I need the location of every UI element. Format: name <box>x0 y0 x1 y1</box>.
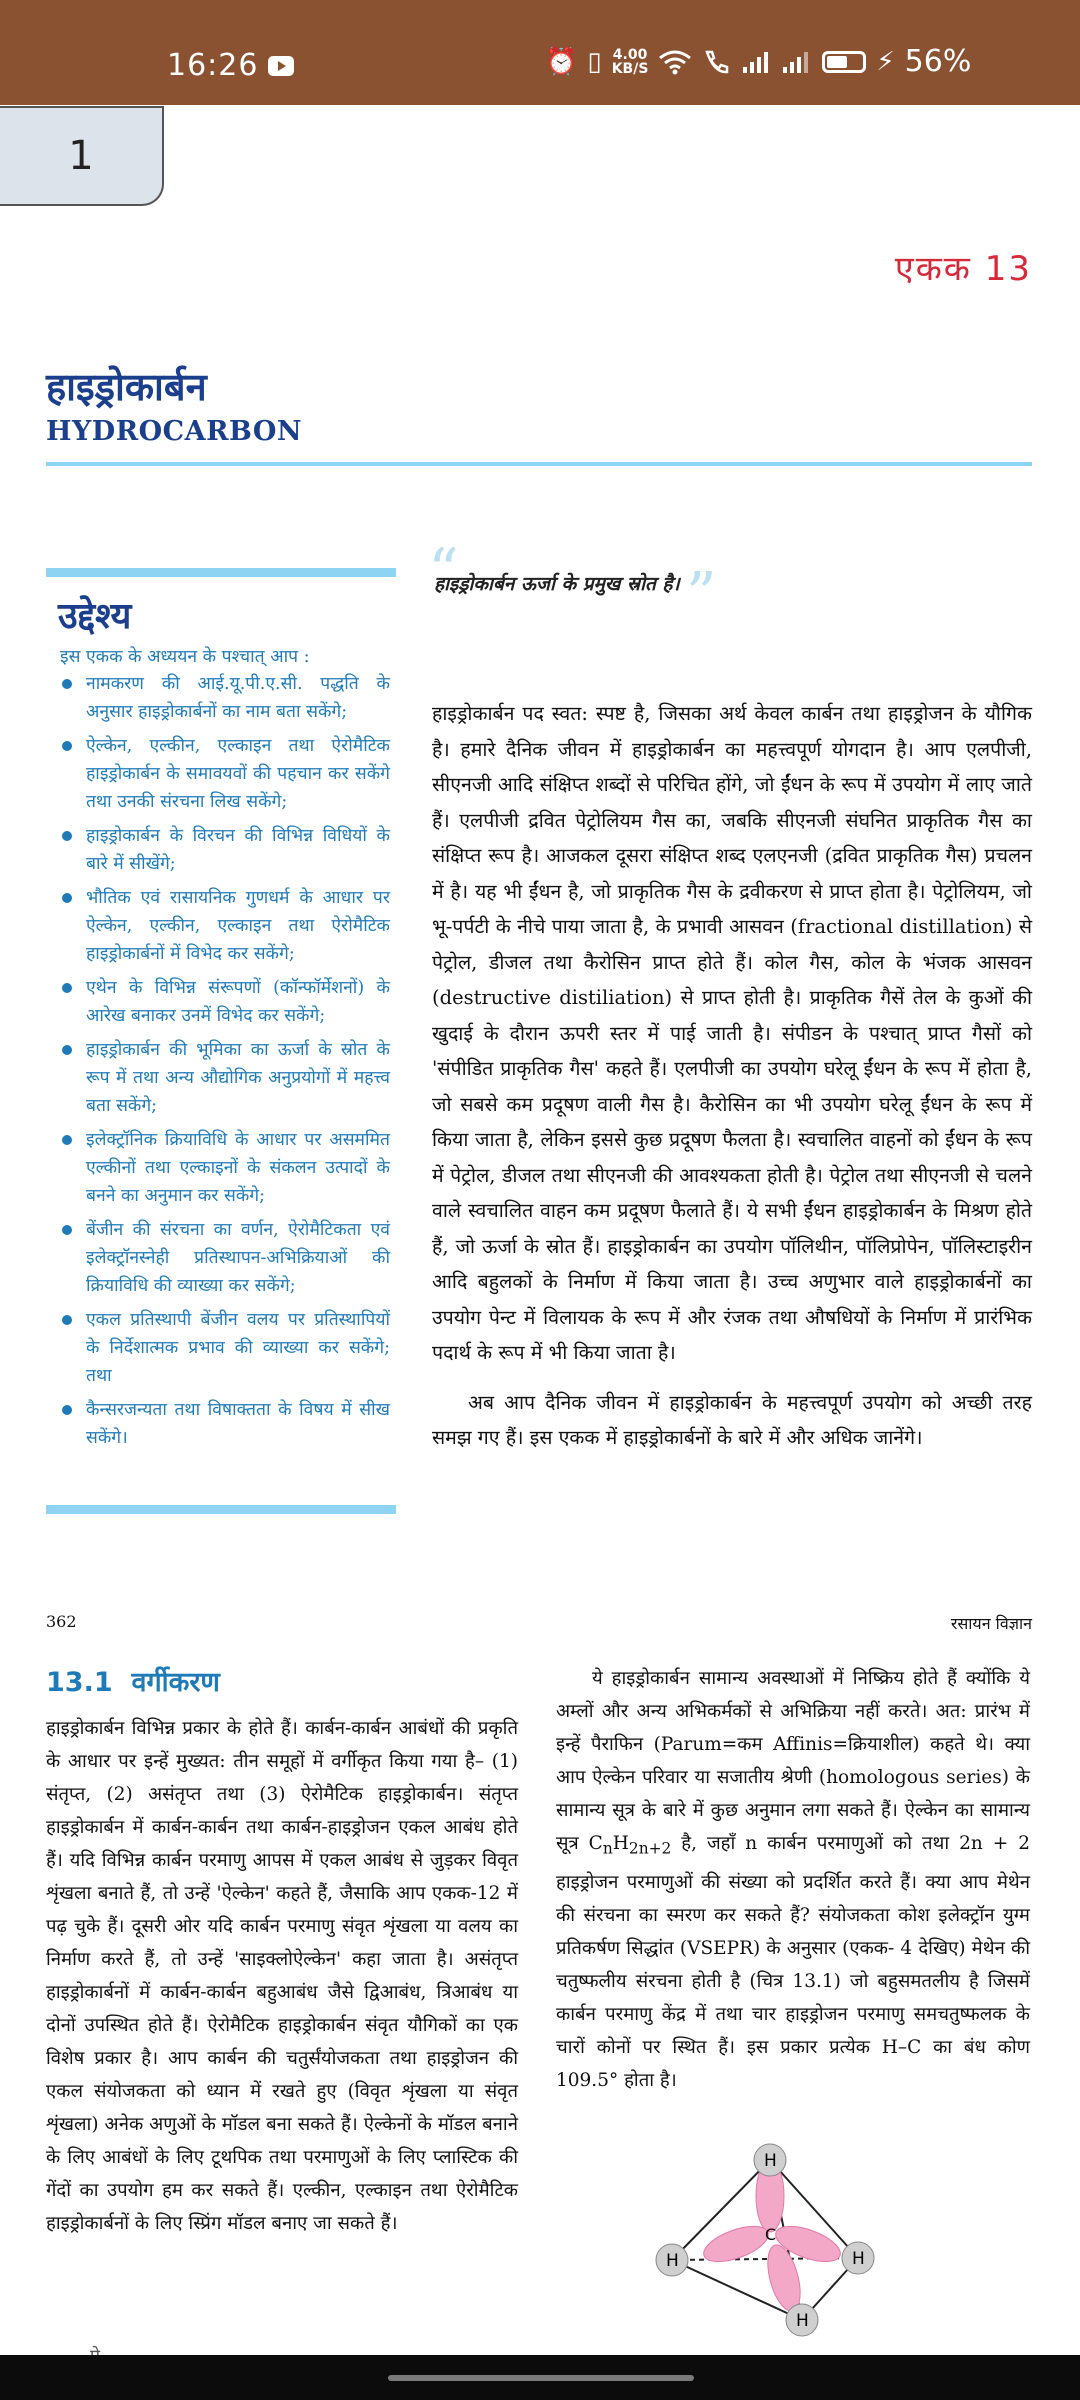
objective-item: एथेन के विभिन्न संरूपणों (कॉन्फॉर्मेशनों) के आरेख बनाकर उनमें विभेद कर सकेंगे; <box>60 974 390 1030</box>
objective-item: कैन्सरजन्यता तथा विषाक्तता के विषय में सीख सकेंगे। <box>60 1396 390 1452</box>
formula-subscript: 2n+2 <box>628 1839 672 1858</box>
call-icon <box>702 49 732 75</box>
network-speed <box>612 48 649 76</box>
general-formula <box>588 1833 672 1858</box>
objectives-bottom-bar <box>46 1505 396 1514</box>
objectives-intro: इस एकक के अध्ययन के पश्चात् आप : <box>60 647 310 667</box>
status-time: 16:26 <box>167 48 259 83</box>
chapter-quote: हाइड्रोकार्बन ऊर्जा के प्रमुख स्रोत है। <box>434 573 680 595</box>
objective-item: हाइड्रोकार्बन के विरचन की विभिन्न विधियों के बारे में सीखेंगे; <box>60 822 390 878</box>
close-quote-icon: ” <box>686 560 717 630</box>
signal-icon-1 <box>742 50 772 74</box>
signal-icon-2 <box>782 50 812 74</box>
formula-c: C <box>588 1833 603 1854</box>
intro-paragraph: अब आप दैनिक जीवन में हाइड्रोकार्बन के महत्त्वपूर्ण उपयोग को अच्छी तरह समझ गए हैं। इस एकक में हाइड्रोकार्बनों के बारे में और अधिक जानेंगे। <box>432 1390 1032 1449</box>
chapter-title-hindi: हाइड्रोकार्बन <box>46 365 207 409</box>
objectives-heading: उद्देश्य <box>58 596 132 637</box>
printed-page-number: 362 <box>46 1612 77 1631</box>
section-number: 13.1 <box>46 1667 113 1698</box>
network-speed-unit: KB/S <box>611 60 649 77</box>
battery-percent: 56% <box>904 44 972 79</box>
hydrogen-label: H <box>764 2151 777 2171</box>
methane-diagram <box>650 2138 900 2338</box>
vibrate-icon: ▯ <box>587 46 602 77</box>
hydrogen-label: H <box>852 2249 865 2269</box>
intro-text <box>432 696 1032 1456</box>
status-bar <box>0 0 1080 105</box>
objective-item: एकल प्रतिस्थापी बेंजीन वलय पर प्रतिस्थापियों के निर्देशात्मक प्रभाव की व्याख्या कर सकेंगे; तथा <box>60 1306 390 1390</box>
objective-item: बेंजीन की संरचना का वर्णन, ऐरोमैटिकता एवं इलेक्ट्रॉनस्नेही प्रतिस्थापन-अभिक्रियाओं की क्रियाविधि की व्याख्या कर सकेंगे; <box>60 1216 390 1300</box>
intro-paragraph: हाइड्रोकार्बन पद स्वत: स्पष्ट है, जिसका अर्थ केवल कार्बन तथा हाइड्रोजन के यौगिक है। हमारे दैनिक जीवन में हाइड्रोकार्बन का महत्त्वपूर्ण योगदान है। आप एलपीजी, सीएनजी आदि संक्षिप्त शब्दों से परिचित होंगे, जो ईंधन के रूप में उपयोग में लाए जाते हैं। एलपीजी द्रवित पेट्रोलियम गैस का, जबकि सीएनजी संघनित प्राकृतिक गैस का संक्षिप्त रूप है। आजकल दूसरा संक्षिप्त शब्द एलएनजी (द्रवित प्राकृतिक गैस) प्रचलन में है। यह भी ईंधन है, जो प्राकृतिक गैस के द्रवीकरण से प्राप्त होता है। पेट्रोलियम, जो भू-पर्पटी के नीचे पाया जाता है, के प्रभावी आसवन (fractional distillation) से पेट्रोल, डीजल तथा कैरोसिन प्राप्त होते हैं। कोल गैस, कोल के भंजक आसवन (destructive distiliation) से प्राप्त होती है। प्राकृतिक गैसें तेल के कुओं की खुदाई के दौरान ऊपरी स्तर में पाई जाती है। संपीडन के पश्चात् प्राप्त गैसों को 'संपीडित प्राकृतिक गैस' कहते हैं। एलपीजी का उपयोग घरेलू ईंधन के रूप में होता है, जो सबसे कम प्रदूषण वाली गैस है। कैरोसिन का भी उपयोग घरेलू ईंधन के रूप में किया जाता है, लेकिन इससे कुछ प्रदूषण फैलता है। स्वचालित वाहनों को ईंधन के रूप में पेट्रोल, डीजल तथा सीएनजी की आवश्यकता होती है। पेट्रोल तथा सीएनजी से चलने वाले स्वचालित वाहन कम प्रदूषण फैलाते हैं। ये सभी ईंधन हाइड्रोकार्बन के मिश्रण होते हैं, जो ऊर्जा के स्रोत हैं। हाइड्रोकार्बन का उपयोग पॉलिथीन, पॉलिप्रोपेन, पॉलिस्टाइरीन आदि बहुलकों के निर्माण में किया जाता है। उच्च अणुभार वाले हाइड्रोकार्बनों का उपयोग पेन्ट में विलायक के रूप में और रंजक तथा औषधियों के निर्माण में प्रारंभिक पदार्थ के रूप में भी किया जाता है। <box>432 702 1032 1364</box>
paragraph-part: है, जहाँ n कार्बन परमाणुओं को तथा 2n + 2 हाइड्रोजन परमाणुओं की संख्या को प्रदर्शित करते हैं। क्या आप मेथेन की संरचना का स्मरण कर सकते हैं? संयोजकता कोश इलेक्ट्रॉन युग्म प्रतिकर्षण सिद्धांत (VSEPR) के अनुसार (एकक- 4 देखिए) मेथेन की चतुष्फलीय संरचना होती है (चित्र 13.1) जो बहुसमतलीय है जिसमें कार्बन परमाणु केंद्र में तथा चार हाइड्रोजन परमाणु समचतुष्फलक के चारों कोनों पर स्थित हैं। इस प्रकार प्रत्येक H–C का बंध कोण 109.5° होता है। <box>556 1833 1030 2091</box>
section-left-column <box>46 1712 518 2240</box>
open-quote-icon: “ <box>428 536 459 606</box>
book-name: रसायन विज्ञान <box>950 1614 1032 1633</box>
section-paragraph <box>556 1662 1030 2097</box>
home-gesture-handle[interactable] <box>388 2375 694 2381</box>
paragraph-part: ये हाइड्रोकार्बन सामान्य अवस्थाओं में निष्क्रिय होते हैं क्योंकि ये अम्लों और अन्य अभिकर्मकों से अभिक्रिया नहीं करते। अत: प्रारंभ में इन्हें पैराफिन (Parum=कम Affinis=क्रियाशील) कहते थे। क्या आप ऐल्केन परिवार या सजातीय श्रेणी (homologous series) के सामान्य सूत्र के बारे में कुछ अनुमान लगा सकते हैं। ऐल्केन का सामान्य सूत्र <box>556 1668 1030 1854</box>
chapter-title-english: HYDROCARBON <box>46 416 303 447</box>
objective-item: भौतिक एवं रासायनिक गुणधर्म के आधार पर ऐल्केन, एल्कीन, एल्काइन तथा ऐरोमैटिक हाइड्रोकार्बनों में विभेद कर सकेंगे; <box>60 884 390 968</box>
section-title: वर्गीकरण <box>131 1667 220 1698</box>
network-speed-value: 4.00 <box>612 46 648 63</box>
section-paragraph: हाइड्रोकार्बन विभिन्न प्रकार के होते हैं। कार्बन-कार्बन आबंधों की प्रकृति के आधार पर इन्हें मुख्यत: तीन समूहों में वर्गीकृत किया गया है– (1) संतृप्त, (2) असंतृप्त तथा (3) ऐरोमैटिक हाइड्रोकार्बन। संतृप्त हाइड्रोकार्बन में कार्बन-कार्बन तथा कार्बन-हाइड्रोजन एकल आबंध होते हैं। यदि विभिन्न कार्बन परमाणु आपस में एकल आबंध से जुड़कर विवृत शृंखला बनाते हैं, तो उन्हें 'ऐल्केन' कहते हैं, जैसाकि आप एकक-12 में पढ़ चुके हैं। दूसरी ओर यदि कार्बन परमाणु संवृत शृंखला या वलय का निर्माण करते हैं, तो उन्हें 'साइक्लोऐल्केन' कहा जाता है। असंतृप्त हाइड्रोकार्बनों में कार्बन-कार्बन बहुआबंध जैसे द्विआबंध, त्रिआबंध या दोनों उपस्थित होते हैं। ऐरोमैटिक हाइड्रोकार्बन संवृत यौगिकों का एक विशेष प्रकार है। आप कार्बन की चतुर्संयोजकता तथा हाइड्रोजन की एकल संयोजकता को ध्यान में रखते हुए (विवृत शृंखला या संवृत शृंखला) अनेक अणुओं के मॉडल बना सकते हैं। ऐल्केनों के मॉडल बनाने के लिए आबंधों के लिए टूथपिक तथा परमाणुओं के लिए प्लास्टिक की गेंदों का उपयोग हम कर सकते हैं। एल्कीन, एल्काइन तथा ऐरोमैटिक हाइड्रोकार्बनों के लिए स्प्रिंग मॉडल बनाए जा सकते हैं। <box>46 1718 518 2234</box>
alarm-icon: ⏰ <box>545 46 578 77</box>
hydrogen-label: H <box>796 2311 809 2331</box>
objectives-top-bar <box>46 568 396 577</box>
section-right-column <box>556 1662 1030 2097</box>
objective-item: नामकरण की आई.यू.पी.ए.सी. पद्धति के अनुसार हाइड्रोकार्बनों का नाम बता सकेंगे; <box>60 670 390 726</box>
title-divider <box>46 462 1032 466</box>
charging-icon: ⚡ <box>876 46 895 77</box>
status-icons <box>545 44 971 79</box>
objective-item: इलेक्ट्रॉनिक क्रियाविधि के आधार पर असममित एल्कीनों तथा एल्काइनों के संकलन उत्पादों के बनने का अनुमान कर सकेंगे; <box>60 1126 390 1210</box>
objective-item: हाइड्रोकार्बन की भूमिका का ऊर्जा के स्रोत के रूप में तथा अन्य औद्योगिक अनुप्रयोगों में महत्त्व बता सकेंगे; <box>60 1036 390 1120</box>
youtube-icon <box>268 56 294 76</box>
hydrogen-label: H <box>666 2251 679 2271</box>
page-number-tab[interactable]: 1 <box>0 106 164 206</box>
wifi-icon <box>658 49 692 75</box>
section-heading <box>46 1662 220 1699</box>
battery-icon <box>822 51 866 73</box>
unit-label: एकक 13 <box>894 249 1032 289</box>
formula-n: n <box>602 1839 613 1858</box>
objectives-box <box>46 568 396 1514</box>
objective-item: ऐल्केन, एल्कीन, एल्काइन तथा ऐरोमैटिक हाइड्रोकार्बन के समावयवों की पहचान कर सकेंगे तथा उनकी संरचना लिख सकेंगे; <box>60 732 390 816</box>
carbon-label: C <box>765 2225 777 2244</box>
objectives-list <box>60 670 390 1458</box>
formula-h: H <box>612 1833 629 1854</box>
